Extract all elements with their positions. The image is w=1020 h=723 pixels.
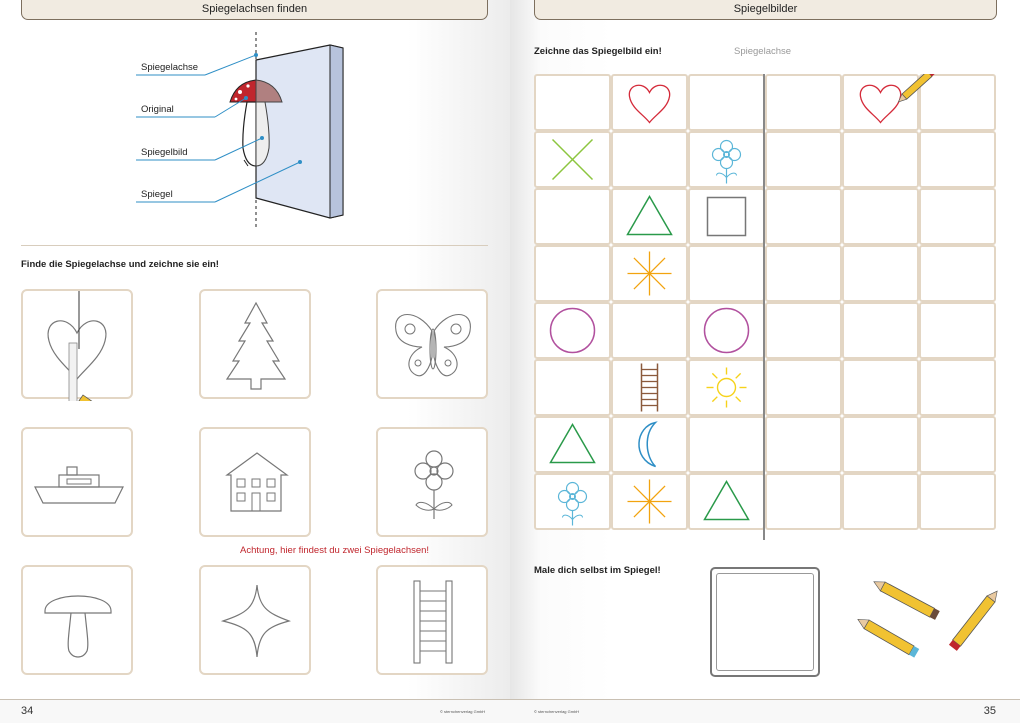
grid-cell xyxy=(920,474,995,529)
grid-cell xyxy=(689,303,764,358)
page-number-right: 35 xyxy=(983,705,996,717)
mirror-diagram xyxy=(0,20,510,260)
axis-label: Spiegelachse xyxy=(734,46,792,57)
grid-cell xyxy=(920,75,995,130)
fir-tree-icon xyxy=(201,291,313,401)
grid-cell xyxy=(535,75,610,130)
grid-cell xyxy=(535,246,610,301)
ship-icon xyxy=(23,429,135,539)
note-two-axes: Achtung, hier findest du zwei Spiegelachsen! xyxy=(240,545,430,556)
copyright-right: © sternchenverlag GmbH xyxy=(534,709,580,714)
tile-flower[interactable] xyxy=(376,427,488,537)
grid-cell xyxy=(843,303,918,358)
grid-cell xyxy=(766,75,841,130)
grid-cell xyxy=(766,189,841,244)
pencil-icon xyxy=(949,588,1001,651)
grid-cell xyxy=(535,303,610,358)
label-spiegel: Spiegel xyxy=(141,189,173,200)
grid-cell xyxy=(843,246,918,301)
grid-cell xyxy=(920,132,995,187)
self-mirror-frame[interactable] xyxy=(710,567,820,677)
grid-cell xyxy=(766,246,841,301)
section-divider xyxy=(21,245,488,246)
grid-cell xyxy=(689,246,764,301)
label-spiegelbild: Spiegelbild xyxy=(141,147,188,158)
tile-ship[interactable] xyxy=(21,427,133,537)
pencil-icon xyxy=(871,577,939,620)
grid-cell xyxy=(843,360,918,415)
flower-icon xyxy=(378,429,490,539)
tile-heart[interactable] xyxy=(21,289,133,399)
grid-cell xyxy=(843,189,918,244)
page-header-right: Spiegelbilder xyxy=(534,0,997,20)
footer-right xyxy=(510,699,1020,723)
page-number-left: 34 xyxy=(21,705,34,717)
self-mirror-inner xyxy=(716,573,814,671)
tile-house[interactable] xyxy=(199,427,311,537)
grid-cell xyxy=(689,75,764,130)
grid-cell xyxy=(843,132,918,187)
instruction-self: Male dich selbst im Spiegel! xyxy=(534,565,661,576)
grid-cell xyxy=(920,360,995,415)
right-page xyxy=(510,0,1020,723)
tile-fir-tree[interactable] xyxy=(199,289,311,399)
grid-cell xyxy=(920,303,995,358)
grid-cell xyxy=(535,360,610,415)
mirror-edge xyxy=(330,45,343,218)
grid-cell xyxy=(689,417,764,472)
grid-cell xyxy=(920,189,995,244)
pencil-icon xyxy=(855,615,919,658)
pencils-decoration xyxy=(855,570,1005,660)
grid-cell xyxy=(766,417,841,472)
tile-mushroom[interactable] xyxy=(21,565,133,675)
mushroom-icon xyxy=(23,567,135,677)
grid-cell xyxy=(766,303,841,358)
grid-cell xyxy=(766,474,841,529)
grid-cell xyxy=(535,189,610,244)
label-spiegelachse: Spiegelachse xyxy=(141,62,199,73)
tile-butterfly[interactable] xyxy=(376,289,488,399)
grid-cell xyxy=(612,303,687,358)
grid-cell xyxy=(766,360,841,415)
mirror-grid[interactable] xyxy=(534,74,999,540)
grid-cell xyxy=(612,132,687,187)
copyright-left: © sternchenverlag GmbH xyxy=(440,709,486,714)
ladder-icon xyxy=(378,567,490,677)
instruction-left: Finde die Spiegelachse und zeichne sie ein! xyxy=(21,259,219,270)
page-header-left: Spiegelachsen finden xyxy=(21,0,488,20)
star-burst-icon xyxy=(628,252,672,296)
star-burst-icon xyxy=(628,480,672,524)
grid-cell xyxy=(920,417,995,472)
grid-cell xyxy=(766,132,841,187)
house-icon xyxy=(201,429,313,539)
tile-ladder[interactable] xyxy=(376,565,488,675)
footer-left xyxy=(0,699,510,723)
grid-cell xyxy=(843,417,918,472)
grid-cell xyxy=(843,474,918,529)
label-original: Original xyxy=(141,104,174,115)
butterfly-icon xyxy=(378,291,490,401)
star-icon xyxy=(201,567,313,677)
grid-cell xyxy=(920,246,995,301)
tile-star[interactable] xyxy=(199,565,311,675)
instruction-right: Zeichne das Spiegelbild ein! xyxy=(534,46,662,57)
heart-icon xyxy=(23,291,135,401)
